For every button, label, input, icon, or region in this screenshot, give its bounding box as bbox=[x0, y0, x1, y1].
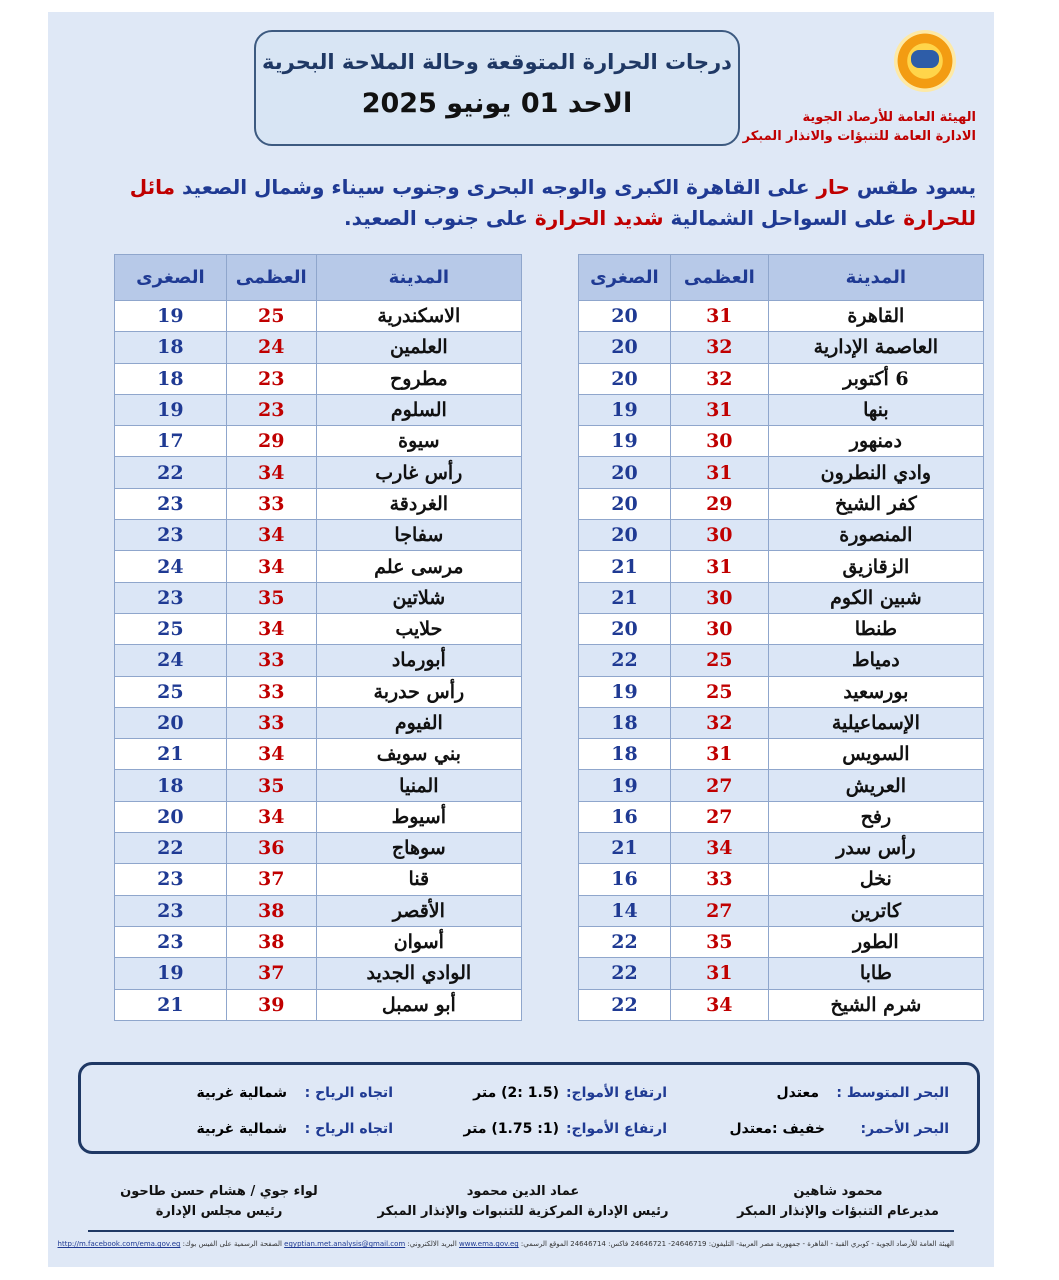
left-temperature-table bbox=[114, 254, 522, 1021]
city-cell: طابا bbox=[768, 958, 983, 989]
table-row bbox=[115, 426, 522, 457]
city-cell: الإسماعيلية bbox=[768, 707, 983, 738]
min-temp-cell: 21 bbox=[579, 582, 671, 613]
med-wind-value: شمالية غربية bbox=[196, 1085, 287, 1101]
red-label: البحر الأحمر: bbox=[860, 1121, 949, 1137]
max-temp-cell: 34 bbox=[226, 801, 316, 832]
max-temp-cell: 27 bbox=[670, 895, 768, 926]
max-temp-cell: 29 bbox=[670, 488, 768, 519]
med-wave-value: (1.5 :2) متر bbox=[473, 1085, 559, 1101]
min-temp-cell: 18 bbox=[115, 332, 227, 363]
title-box bbox=[254, 30, 740, 146]
city-cell: الزقازيق bbox=[768, 551, 983, 582]
table-header-row bbox=[115, 255, 522, 301]
table-row bbox=[115, 707, 522, 738]
min-temp-cell: 21 bbox=[579, 551, 671, 582]
min-temp-cell: 20 bbox=[579, 301, 671, 332]
max-temp-cell: 33 bbox=[670, 864, 768, 895]
min-temp-cell: 23 bbox=[115, 864, 227, 895]
max-temp-cell: 38 bbox=[226, 895, 316, 926]
table-row bbox=[579, 363, 984, 394]
table-row bbox=[115, 989, 522, 1020]
table-row bbox=[115, 895, 522, 926]
table-row bbox=[115, 645, 522, 676]
table-row bbox=[115, 520, 522, 551]
max-temp-cell: 34 bbox=[226, 613, 316, 644]
table-row bbox=[579, 394, 984, 425]
min-temp-cell: 20 bbox=[579, 520, 671, 551]
max-header: العظمى bbox=[226, 255, 316, 301]
max-temp-cell: 33 bbox=[226, 488, 316, 519]
city-cell: السلوم bbox=[316, 394, 521, 425]
city-cell: نخل bbox=[768, 864, 983, 895]
min-temp-cell: 16 bbox=[579, 864, 671, 895]
table-row bbox=[579, 520, 984, 551]
min-temp-cell: 20 bbox=[579, 332, 671, 363]
bulletin-date: الاحد 01 يونيو 2025 bbox=[361, 88, 633, 119]
facebook-link[interactable]: http://m.facebook.com/ema.gov.eg bbox=[57, 1240, 181, 1248]
max-header: العظمى bbox=[670, 255, 768, 301]
city-cell: مرسى علم bbox=[316, 551, 521, 582]
city-cell: العاصمة الإدارية bbox=[768, 332, 983, 363]
table-row bbox=[115, 958, 522, 989]
table-row bbox=[115, 551, 522, 582]
city-cell: رأس سدر bbox=[768, 833, 983, 864]
min-temp-cell: 23 bbox=[115, 895, 227, 926]
max-temp-cell: 24 bbox=[226, 332, 316, 363]
min-temp-cell: 22 bbox=[579, 989, 671, 1020]
max-temp-cell: 31 bbox=[670, 551, 768, 582]
city-cell: دمنهور bbox=[768, 426, 983, 457]
table-row bbox=[115, 488, 522, 519]
min-temp-cell: 18 bbox=[579, 739, 671, 770]
city-cell: 6 أكتوبر bbox=[768, 363, 983, 394]
min-temp-cell: 22 bbox=[579, 645, 671, 676]
table-header-row bbox=[579, 255, 984, 301]
max-temp-cell: 23 bbox=[226, 363, 316, 394]
med-label: البحر المتوسط : bbox=[836, 1085, 949, 1101]
min-temp-cell: 21 bbox=[115, 989, 227, 1020]
min-temp-cell: 19 bbox=[579, 426, 671, 457]
table-row bbox=[115, 926, 522, 957]
max-temp-cell: 32 bbox=[670, 707, 768, 738]
min-temp-cell: 20 bbox=[579, 363, 671, 394]
min-temp-cell: 23 bbox=[115, 520, 227, 551]
table-row bbox=[115, 301, 522, 332]
min-temp-cell: 24 bbox=[115, 645, 227, 676]
min-temp-cell: 14 bbox=[579, 895, 671, 926]
footer-text: الهيئة العامة للأرصاد الجوية - كوبري القبة - القاهرة - جمهورية مصر العربية- التليفون: 24646719- 24646721 فاكس: 24646714 الموقع الرسمي: bbox=[518, 1240, 954, 1248]
max-temp-cell: 25 bbox=[670, 645, 768, 676]
city-cell: حلايب bbox=[316, 613, 521, 644]
min-header: الصغرى bbox=[115, 255, 227, 301]
max-temp-cell: 38 bbox=[226, 926, 316, 957]
table-row bbox=[579, 895, 984, 926]
min-temp-cell: 23 bbox=[115, 926, 227, 957]
med-state: معتدل bbox=[776, 1085, 819, 1101]
right-border bbox=[1013, 0, 1059, 1280]
signature-title: مديرعام التنبؤات والإنذار المبكر bbox=[737, 1204, 939, 1219]
min-temp-cell: 20 bbox=[115, 707, 227, 738]
max-temp-cell: 34 bbox=[226, 520, 316, 551]
max-temp-cell: 34 bbox=[670, 989, 768, 1020]
city-cell: كفر الشيخ bbox=[768, 488, 983, 519]
footer-contact bbox=[57, 1240, 954, 1248]
right-temperature-table bbox=[578, 254, 984, 1021]
table-row bbox=[115, 332, 522, 363]
max-temp-cell: 31 bbox=[670, 958, 768, 989]
table-row bbox=[579, 582, 984, 613]
max-temp-cell: 34 bbox=[226, 551, 316, 582]
table-row bbox=[579, 426, 984, 457]
website-link[interactable]: www.ema.gov.eg bbox=[459, 1240, 519, 1248]
min-temp-cell: 22 bbox=[579, 926, 671, 957]
min-temp-cell: 18 bbox=[115, 363, 227, 394]
red-wind-value: شمالية غربية bbox=[196, 1121, 287, 1137]
footer-divider bbox=[88, 1230, 954, 1232]
city-cell: دمياط bbox=[768, 645, 983, 676]
max-temp-cell: 30 bbox=[670, 613, 768, 644]
red-wave-value: (1: 1.75) متر bbox=[463, 1121, 559, 1137]
max-temp-cell: 29 bbox=[226, 426, 316, 457]
city-header: المدينة bbox=[316, 255, 521, 301]
signature-central-head bbox=[373, 1182, 673, 1222]
signature-name: عماد الدين محمود bbox=[466, 1184, 580, 1199]
ema-logo-icon bbox=[894, 30, 956, 92]
max-temp-cell: 37 bbox=[226, 864, 316, 895]
left-border bbox=[0, 0, 10, 1280]
city-cell: الغردقة bbox=[316, 488, 521, 519]
min-temp-cell: 16 bbox=[579, 801, 671, 832]
max-temp-cell: 33 bbox=[226, 645, 316, 676]
min-temp-cell: 18 bbox=[579, 707, 671, 738]
city-cell: قنا bbox=[316, 864, 521, 895]
table-row bbox=[579, 833, 984, 864]
max-temp-cell: 31 bbox=[670, 457, 768, 488]
city-cell: أسوان bbox=[316, 926, 521, 957]
min-temp-cell: 23 bbox=[115, 582, 227, 613]
red-wave-label: ارتفاع الأمواج: bbox=[565, 1121, 667, 1137]
max-temp-cell: 32 bbox=[670, 363, 768, 394]
city-cell: المنيا bbox=[316, 770, 521, 801]
city-header: المدينة bbox=[768, 255, 983, 301]
email-link[interactable]: egyptian.met.analysis@gmail.com bbox=[284, 1240, 406, 1248]
max-temp-cell: 35 bbox=[670, 926, 768, 957]
table-row bbox=[115, 582, 522, 613]
city-cell: بورسعيد bbox=[768, 676, 983, 707]
table-row bbox=[115, 457, 522, 488]
min-header: الصغرى bbox=[579, 255, 671, 301]
table-row bbox=[579, 676, 984, 707]
max-temp-cell: 34 bbox=[226, 739, 316, 770]
min-temp-cell: 19 bbox=[115, 394, 227, 425]
city-cell: وادي النطرون bbox=[768, 457, 983, 488]
table-row bbox=[579, 958, 984, 989]
summary-text-1: يسود طقس bbox=[849, 175, 976, 199]
table-row bbox=[579, 301, 984, 332]
min-temp-cell: 25 bbox=[115, 613, 227, 644]
table-row bbox=[115, 363, 522, 394]
max-temp-cell: 35 bbox=[226, 582, 316, 613]
signature-director bbox=[708, 1182, 968, 1222]
table-row bbox=[579, 801, 984, 832]
table-row bbox=[115, 864, 522, 895]
min-temp-cell: 18 bbox=[115, 770, 227, 801]
signature-title: رئيس الإدارة المركزية للتنبوات والإنذار المبكر bbox=[377, 1204, 669, 1219]
city-cell: السويس bbox=[768, 739, 983, 770]
city-cell: أبورماد bbox=[316, 645, 521, 676]
signature-chairman bbox=[104, 1182, 334, 1222]
table-row bbox=[115, 801, 522, 832]
max-temp-cell: 33 bbox=[226, 676, 316, 707]
min-temp-cell: 21 bbox=[579, 833, 671, 864]
summary-text-3: على السواحل الشمالية bbox=[663, 206, 904, 230]
city-cell: شبين الكوم bbox=[768, 582, 983, 613]
city-cell: الاسكندرية bbox=[316, 301, 521, 332]
summary-highlight-3: شديد الحرارة bbox=[534, 206, 664, 230]
table-row bbox=[579, 926, 984, 957]
max-temp-cell: 31 bbox=[670, 739, 768, 770]
city-cell: العريش bbox=[768, 770, 983, 801]
med-wave-label: ارتفاع الأمواج: bbox=[565, 1085, 667, 1101]
min-temp-cell: 17 bbox=[115, 426, 227, 457]
table-row bbox=[579, 457, 984, 488]
max-temp-cell: 25 bbox=[226, 301, 316, 332]
city-cell: سفاجا bbox=[316, 520, 521, 551]
min-temp-cell: 22 bbox=[115, 457, 227, 488]
org-line-2: الادارة العامة للتنبؤات والانذار المبكر bbox=[742, 129, 976, 144]
max-temp-cell: 34 bbox=[226, 457, 316, 488]
min-temp-cell: 19 bbox=[579, 770, 671, 801]
mediterranean-row bbox=[81, 1085, 977, 1109]
table-row bbox=[579, 989, 984, 1020]
city-cell: أسيوط bbox=[316, 801, 521, 832]
city-cell: أبو سمبل bbox=[316, 989, 521, 1020]
city-cell: رأس حدربة bbox=[316, 676, 521, 707]
city-cell: سوهاج bbox=[316, 833, 521, 864]
signature-title: رئيس مجلس الإدارة bbox=[155, 1204, 283, 1219]
max-temp-cell: 23 bbox=[226, 394, 316, 425]
table-row bbox=[115, 613, 522, 644]
bulletin-sheet bbox=[48, 12, 994, 1267]
min-temp-cell: 20 bbox=[579, 488, 671, 519]
city-cell: رفح bbox=[768, 801, 983, 832]
city-cell: طنطا bbox=[768, 613, 983, 644]
max-temp-cell: 30 bbox=[670, 426, 768, 457]
max-temp-cell: 39 bbox=[226, 989, 316, 1020]
min-temp-cell: 22 bbox=[579, 958, 671, 989]
max-temp-cell: 33 bbox=[226, 707, 316, 738]
max-temp-cell: 36 bbox=[226, 833, 316, 864]
min-temp-cell: 19 bbox=[579, 676, 671, 707]
min-temp-cell: 20 bbox=[579, 613, 671, 644]
city-cell: الأقصر bbox=[316, 895, 521, 926]
max-temp-cell: 37 bbox=[226, 958, 316, 989]
city-cell: الفيوم bbox=[316, 707, 521, 738]
max-temp-cell: 35 bbox=[226, 770, 316, 801]
max-temp-cell: 31 bbox=[670, 394, 768, 425]
summary-highlight-2: مائل للحرارة bbox=[129, 175, 976, 230]
max-temp-cell: 25 bbox=[670, 676, 768, 707]
table-row bbox=[115, 394, 522, 425]
city-cell: بنها bbox=[768, 394, 983, 425]
city-cell: الوادي الجديد bbox=[316, 958, 521, 989]
red-state: خفيف :معتدل bbox=[729, 1121, 825, 1137]
min-temp-cell: 19 bbox=[115, 301, 227, 332]
med-wind-label: اتجاه الرياح : bbox=[304, 1085, 393, 1101]
city-cell: كاترين bbox=[768, 895, 983, 926]
max-temp-cell: 30 bbox=[670, 582, 768, 613]
city-cell: سيوة bbox=[316, 426, 521, 457]
max-temp-cell: 34 bbox=[670, 833, 768, 864]
city-cell: المنصورة bbox=[768, 520, 983, 551]
marine-navigation-box bbox=[78, 1062, 980, 1154]
min-temp-cell: 25 bbox=[115, 676, 227, 707]
table-row bbox=[579, 551, 984, 582]
min-temp-cell: 22 bbox=[115, 833, 227, 864]
min-temp-cell: 23 bbox=[115, 488, 227, 519]
table-row bbox=[115, 739, 522, 770]
city-cell: شرم الشيخ bbox=[768, 989, 983, 1020]
table-row bbox=[579, 864, 984, 895]
bulletin-title: درجات الحرارة المتوقعة وحالة الملاحة البحرية bbox=[262, 50, 732, 74]
table-row bbox=[579, 707, 984, 738]
summary-text-4: على جنوب الصعيد. bbox=[344, 206, 535, 230]
table-row bbox=[115, 770, 522, 801]
table-row bbox=[115, 833, 522, 864]
red-sea-row bbox=[81, 1121, 977, 1145]
table-row bbox=[579, 739, 984, 770]
summary-text-2: على القاهرة الكبرى والوجه البحرى وجنوب سيناء وشمال الصعيد bbox=[175, 175, 817, 199]
min-temp-cell: 20 bbox=[579, 457, 671, 488]
signature-name: محمود شاهين bbox=[793, 1184, 883, 1199]
city-cell: العلمين bbox=[316, 332, 521, 363]
city-cell: القاهرة bbox=[768, 301, 983, 332]
footer-email-label: البريد الالكتروني: bbox=[405, 1240, 459, 1248]
summary-highlight-1: حار bbox=[816, 175, 850, 199]
city-cell: شلاتين bbox=[316, 582, 521, 613]
table-row bbox=[579, 770, 984, 801]
table-row bbox=[115, 676, 522, 707]
table-row bbox=[579, 613, 984, 644]
max-temp-cell: 27 bbox=[670, 770, 768, 801]
organization-name bbox=[743, 108, 976, 146]
city-cell: رأس غارب bbox=[316, 457, 521, 488]
signature-name: لواء جوي / هشام حسن طاحون bbox=[120, 1184, 318, 1199]
org-line-1: الهيئة العامة للأرصاد الجوية bbox=[802, 110, 976, 125]
city-cell: الطور bbox=[768, 926, 983, 957]
city-cell: بني سويف bbox=[316, 739, 521, 770]
min-temp-cell: 24 bbox=[115, 551, 227, 582]
red-wind-label: اتجاه الرياح : bbox=[304, 1121, 393, 1137]
max-temp-cell: 30 bbox=[670, 520, 768, 551]
min-temp-cell: 19 bbox=[115, 958, 227, 989]
min-temp-cell: 19 bbox=[579, 394, 671, 425]
max-temp-cell: 32 bbox=[670, 332, 768, 363]
min-temp-cell: 21 bbox=[115, 739, 227, 770]
min-temp-cell: 20 bbox=[115, 801, 227, 832]
table-row bbox=[579, 645, 984, 676]
city-cell: مطروح bbox=[316, 363, 521, 394]
weather-summary bbox=[76, 172, 976, 234]
max-temp-cell: 27 bbox=[670, 801, 768, 832]
max-temp-cell: 31 bbox=[670, 301, 768, 332]
footer-facebook-label: الصفحة الرسمية على الفيس بوك: bbox=[180, 1240, 285, 1248]
table-row bbox=[579, 488, 984, 519]
table-row bbox=[579, 332, 984, 363]
